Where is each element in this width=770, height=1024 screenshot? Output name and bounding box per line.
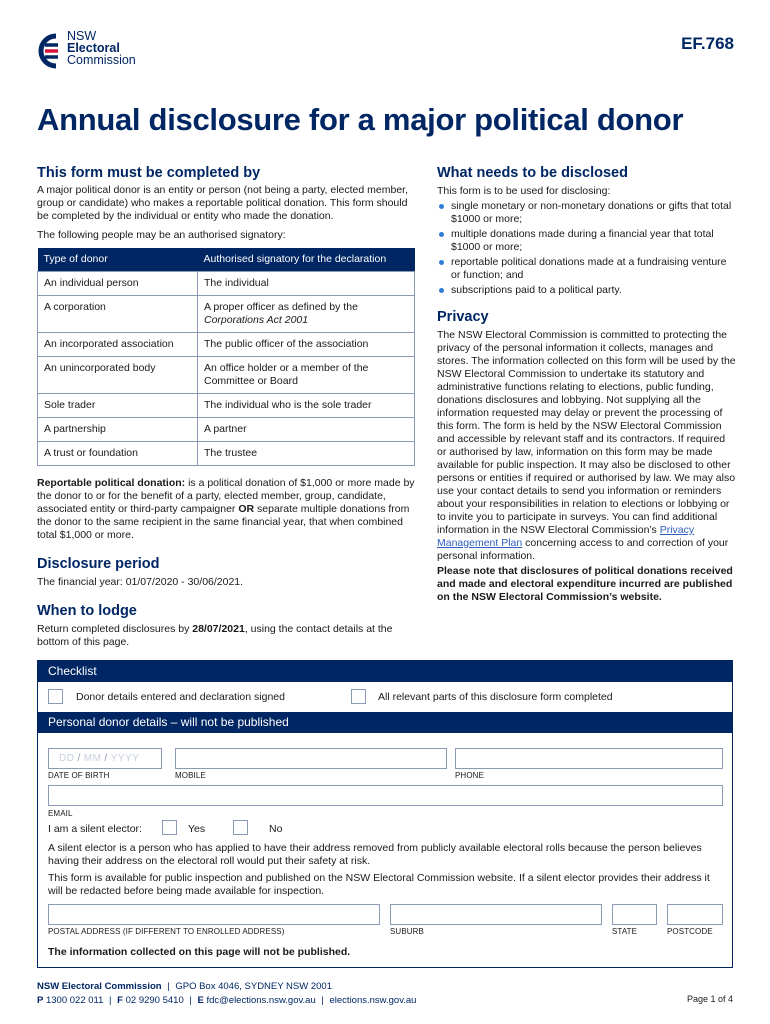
checkbox-parts-completed[interactable] [351, 689, 366, 704]
footer-email[interactable]: fdc@elections.nsw.gov.au [206, 995, 316, 1006]
table-row [38, 417, 415, 441]
email-label: EMAIL [48, 809, 73, 818]
footer-address: GPO Box 4046, SYDNEY NSW 2001 [175, 981, 332, 992]
email-field[interactable] [48, 785, 723, 806]
table-cell-signatory: A partner [198, 417, 415, 441]
logo-mark-icon [36, 32, 62, 70]
mobile-field[interactable] [175, 748, 447, 769]
list-item: multiple donations made during a financial year that total $1000 or more; [437, 228, 737, 254]
checkbox-parts-completed-label: All relevant parts of this disclosure form completed [378, 691, 613, 703]
reportable-term: Reportable political donation: [37, 476, 186, 489]
footer-phone: 1300 022 011 [45, 995, 104, 1006]
left-column [37, 165, 415, 649]
date-of-birth-label: DATE OF BIRTH [48, 771, 110, 780]
lodge-text-2: , using the contact details at the bottom of this page. [37, 622, 393, 648]
table-row [38, 441, 415, 465]
checklist-row [38, 682, 732, 712]
completed-by-intro: A major political donor is an entity or person (not being a party, elected member, group or candidate) who makes a reportable political donation. This form should be completed by the individual or entity who made the donation. [37, 184, 409, 222]
footer-fax: 02 9290 5410 [125, 995, 184, 1006]
silent-elector-notice: This form is available for public inspection and published on the NSW Electoral Commission website. If a silent elector provides their address it will be redacted before being made available for inspection. [48, 872, 710, 897]
table-cell-donor-type: A partnership [38, 417, 198, 441]
suburb-label: SUBURB [390, 927, 424, 936]
dob-separator: / [104, 753, 108, 764]
table-cell-donor-type: A corporation [38, 295, 198, 332]
footer-line-1 [37, 980, 733, 994]
state-label: STATE [612, 927, 638, 936]
table-cell-donor-type: Sole trader [38, 393, 198, 417]
checklist-bar: Checklist [38, 661, 732, 682]
table-row [38, 356, 415, 393]
table-cell-signatory [198, 295, 415, 332]
phone-field[interactable] [455, 748, 723, 769]
logo-text-commission: Commission [67, 53, 136, 67]
table-cell-donor-type: An individual person [38, 271, 198, 295]
when-to-lodge-text [37, 623, 415, 649]
donor-form-panel [37, 660, 733, 968]
table-row [38, 271, 415, 295]
list-item: subscriptions paid to a political party. [437, 284, 737, 297]
table-cell-signatory: An office holder or a member of the Committee or Board [198, 356, 415, 393]
personal-details-bar: Personal donor details – will not be published [38, 712, 732, 733]
dob-placeholder [59, 753, 139, 764]
dob-yyyy: YYYY [110, 753, 140, 764]
table-cell-donor-type: An unincorporated body [38, 356, 198, 393]
not-published-note: The information collected on this page will not be published. [48, 946, 351, 958]
silent-elector-definition: A silent elector is a person who has applied to have their address removed from publicly available electoral rolls because the person believes having their address on the electoral roll would put their safety at risk. [48, 842, 702, 867]
footer [37, 980, 733, 1008]
footer-website[interactable]: elections.nsw.gov.au [329, 995, 417, 1006]
signatory-text: A proper officer as defined by the [204, 300, 358, 313]
postcode-field[interactable] [667, 904, 723, 925]
disclosure-period-text: The financial year: 01/07/2020 - 30/06/2021. [37, 575, 244, 588]
privacy-heading: Privacy [437, 309, 489, 325]
table-cell-signatory: The trustee [198, 441, 415, 465]
privacy-management-plan-link[interactable]: Privacy Management Plan [437, 524, 695, 549]
reportable-donation-definition [37, 477, 415, 542]
signatory-table [37, 248, 415, 466]
postal-address-label: POSTAL ADDRESS (IF DIFFERENT TO ENROLLED ADDRESS) [48, 927, 285, 936]
date-of-birth-field[interactable] [48, 748, 162, 769]
signatory-lead: The following people may be an authorised signatory: [37, 229, 286, 241]
footer-phone-label: P [37, 995, 44, 1006]
page-number: Page 1 of 4 [686, 994, 733, 1004]
disclosure-period-heading: Disclosure period [37, 555, 160, 572]
privacy-text-2: concerning access to and correction of your personal information. [437, 537, 729, 562]
footer-org: NSW Electoral Commission [37, 981, 162, 992]
postcode-label: POSTCODE [667, 927, 713, 936]
silent-elector-label: I am a silent elector: [48, 823, 142, 835]
table-cell-donor-type: An incorporated association [38, 332, 198, 356]
publication-note: Please note that disclosures of political donations received and made and electoral expenditure incurred are published on the NSW Electoral Commission’s website. [437, 565, 733, 603]
logo-text-nsw: NSW [67, 29, 97, 43]
reportable-or: OR [238, 502, 255, 515]
list-item: single monetary or non-monetary donations or gifts that total $1000 or more; [437, 200, 737, 226]
reportable-text-1: is a political donation of $1,000 or more made by the donor to or for the benefit of a party, elected member, group, candidate, associated entity or third-party campaigner [37, 476, 415, 515]
footer-line-2 [37, 994, 733, 1008]
table-row [38, 393, 415, 417]
state-field[interactable] [612, 904, 657, 925]
lodge-text-1: Return completed disclosures by [37, 622, 193, 635]
table-header-signatory: Authorised signatory for the declaration [198, 248, 415, 271]
table-row [38, 332, 415, 356]
footer-separator: | [321, 995, 324, 1006]
nsw-electoral-commission-logo [36, 30, 156, 74]
silent-elector-no-label: No [269, 823, 283, 835]
table-cell-donor-type: A trust or foundation [38, 441, 198, 465]
checkbox-donor-details-label: Donor details entered and declaration signed [76, 691, 285, 703]
right-column [437, 165, 737, 604]
footer-separator: | [167, 981, 170, 992]
footer-separator: | [189, 995, 192, 1006]
lodge-date: 28/07/2021 [192, 622, 245, 635]
footer-email-label: E [197, 995, 204, 1006]
what-to-disclose-heading: What needs to be disclosed [437, 165, 628, 181]
phone-label: PHONE [455, 771, 484, 780]
postal-address-field[interactable] [48, 904, 380, 925]
dob-separator: / [77, 753, 81, 764]
footer-separator: | [109, 995, 112, 1006]
silent-elector-yes-label: Yes [188, 823, 206, 835]
disclosure-list [437, 200, 737, 297]
dob-mm: MM [83, 753, 102, 764]
mobile-label: MOBILE [175, 771, 206, 780]
table-row [38, 295, 415, 332]
table-cell-signatory: The public officer of the association [198, 332, 415, 356]
table-header-donor-type: Type of donor [38, 248, 198, 271]
table-cell-signatory: The individual [198, 271, 415, 295]
act-reference: Corporations Act 2001 [204, 313, 309, 326]
table-cell-signatory: The individual who is the sole trader [198, 393, 415, 417]
checkbox-donor-details[interactable] [48, 689, 63, 704]
document-title: Annual disclosure for a major political donor [37, 102, 684, 137]
form-code: EF.768 [681, 34, 734, 53]
reportable-text-2: separate multiple donations from the donor to the same recipient in the same financial year, that when combined total $1,000 or more. [37, 502, 410, 541]
silent-elector-no-checkbox[interactable] [233, 820, 248, 835]
when-to-lodge-heading: When to lodge [37, 602, 137, 619]
logo-text-electoral: Electoral [67, 41, 120, 55]
privacy-text [437, 329, 737, 563]
what-to-disclose-lead: This form is to be used for disclosing: [437, 185, 611, 197]
silent-elector-yes-checkbox[interactable] [162, 820, 177, 835]
list-item: reportable political donations made at a fundraising venture or function; and [437, 256, 737, 282]
footer-fax-label: F [117, 995, 123, 1006]
privacy-text-1: The NSW Electoral Commission is committed to protecting the privacy of the personal information it collects, manages and stores. The information collected on this form will be used by the NSW Electoral Commission to undertake its statutory and administrative functions relating to elections, public funding, donations disclosures and lobbying. Not supplying all the information requested may delay or prevent the processing of this form. The form is held by the NSW Electoral Commission and accessible by relevant staff and its contractors. If required or authorised by law, information on this form may be made available for public inspection. It may also be disclosed to other persons or entities if required or authorised by law. We may also use your contact details to send you information or reminders about your responsibilities in relation to elections or lobbying or to invite you to participate in surveys. You can find additional information in the NSW Electoral Commission’s [437, 329, 736, 536]
completed-by-heading: This form must be completed by [37, 165, 261, 181]
dob-dd: DD [59, 753, 75, 764]
suburb-field[interactable] [390, 904, 602, 925]
